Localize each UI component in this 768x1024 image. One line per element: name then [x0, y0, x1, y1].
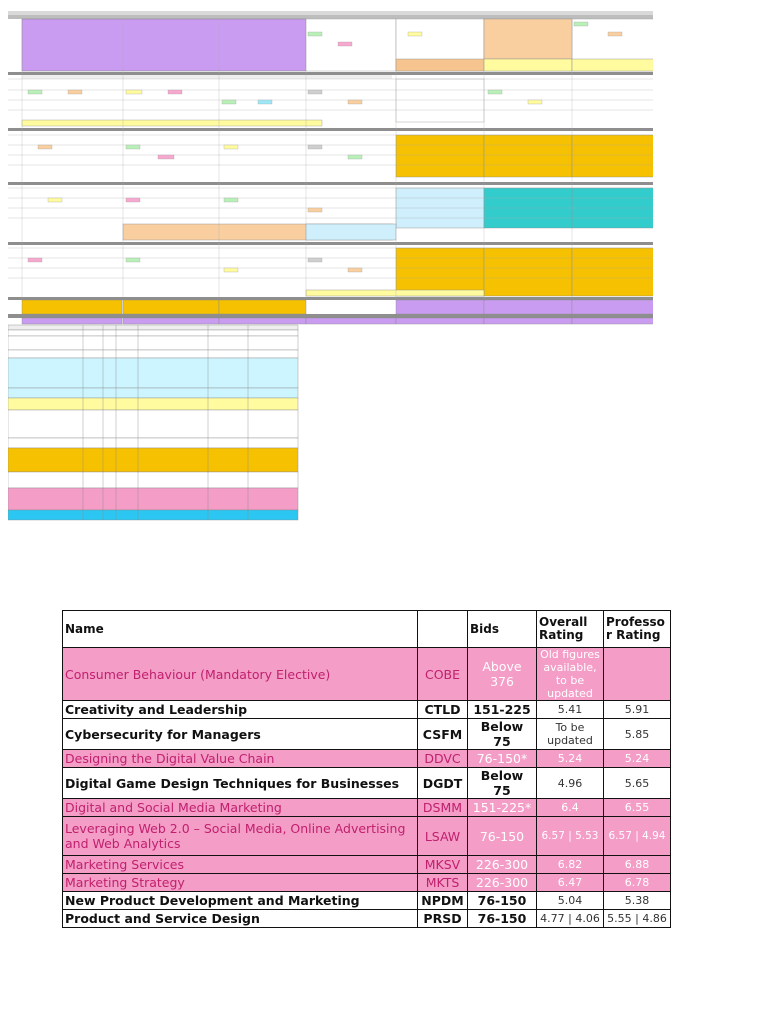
schedule-thumbnail	[8, 2, 653, 522]
course-overall-rating: 5.24	[537, 750, 604, 768]
course-table	[62, 610, 671, 928]
course-bids: 76-150	[468, 892, 537, 910]
course-overall-rating: Old figures available, to be updated	[537, 648, 604, 701]
table-row	[63, 874, 671, 892]
course-bids: Below 75	[468, 768, 537, 799]
course-name: Leveraging Web 2.0 – Social Media, Online Advertising and Web Analytics	[63, 817, 418, 856]
course-name: Designing the Digital Value Chain	[63, 750, 418, 768]
table-row	[63, 817, 671, 856]
course-professor-rating: 5.85	[604, 719, 671, 750]
course-bids: 151-225*	[468, 799, 537, 817]
course-overall-rating: To be updated	[537, 719, 604, 750]
header-bids: Bids	[468, 611, 537, 648]
course-bids: 151-225	[468, 701, 537, 719]
course-name: Marketing Strategy	[63, 874, 418, 892]
header-professor-rating: Professo r Rating	[604, 611, 671, 648]
table-header-row	[63, 611, 671, 648]
table-row	[63, 768, 671, 799]
course-bids: 226-300	[468, 856, 537, 874]
course-rows	[63, 648, 671, 928]
course-name: Marketing Services	[63, 856, 418, 874]
course-bids: 226-300	[468, 874, 537, 892]
course-professor-rating: 5.91	[604, 701, 671, 719]
course-code: DSMM	[418, 799, 468, 817]
table-row	[63, 799, 671, 817]
course-overall-rating: 6.4	[537, 799, 604, 817]
course-name: Consumer Behaviour (Mandatory Elective)	[63, 648, 418, 701]
course-professor-rating: 5.55 | 4.86	[604, 910, 671, 928]
header-code	[418, 611, 468, 648]
course-bids: 76-150	[468, 817, 537, 856]
course-name: Digital and Social Media Marketing	[63, 799, 418, 817]
course-code: CSFM	[418, 719, 468, 750]
course-professor-rating: 6.57 | 4.94	[604, 817, 671, 856]
course-bids: Above 376	[468, 648, 537, 701]
table-row	[63, 719, 671, 750]
course-code: COBE	[418, 648, 468, 701]
course-professor-rating: 6.88	[604, 856, 671, 874]
course-professor-rating: 6.55	[604, 799, 671, 817]
course-name: New Product Development and Marketing	[63, 892, 418, 910]
course-overall-rating: 4.77 | 4.06	[537, 910, 604, 928]
course-name: Product and Service Design	[63, 910, 418, 928]
table-row	[63, 910, 671, 928]
schedule-grid	[8, 2, 653, 522]
table-row	[63, 856, 671, 874]
course-code: DGDT	[418, 768, 468, 799]
course-name: Cybersecurity for Managers	[63, 719, 418, 750]
header-overall-rating: Overall Rating	[537, 611, 604, 648]
course-code: MKSV	[418, 856, 468, 874]
course-professor-rating	[604, 648, 671, 701]
course-overall-rating: 6.57 | 5.53	[537, 817, 604, 856]
table-row	[63, 648, 671, 701]
course-professor-rating: 5.24	[604, 750, 671, 768]
course-professor-rating: 6.78	[604, 874, 671, 892]
course-code: MKTS	[418, 874, 468, 892]
course-code: PRSD	[418, 910, 468, 928]
course-professor-rating: 5.65	[604, 768, 671, 799]
course-overall-rating: 6.47	[537, 874, 604, 892]
table-row	[63, 701, 671, 719]
course-bids: Below 75	[468, 719, 537, 750]
header-name: Name	[63, 611, 418, 648]
course-code: CTLD	[418, 701, 468, 719]
course-overall-rating: 5.41	[537, 701, 604, 719]
course-code: LSAW	[418, 817, 468, 856]
course-professor-rating: 5.38	[604, 892, 671, 910]
course-bids: 76-150	[468, 910, 537, 928]
course-code: DDVC	[418, 750, 468, 768]
course-name: Creativity and Leadership	[63, 701, 418, 719]
course-bids: 76-150*	[468, 750, 537, 768]
course-overall-rating: 5.04	[537, 892, 604, 910]
table-row	[63, 750, 671, 768]
table-row	[63, 892, 671, 910]
course-overall-rating: 4.96	[537, 768, 604, 799]
course-overall-rating: 6.82	[537, 856, 604, 874]
course-name: Digital Game Design Techniques for Businesses	[63, 768, 418, 799]
course-code: NPDM	[418, 892, 468, 910]
